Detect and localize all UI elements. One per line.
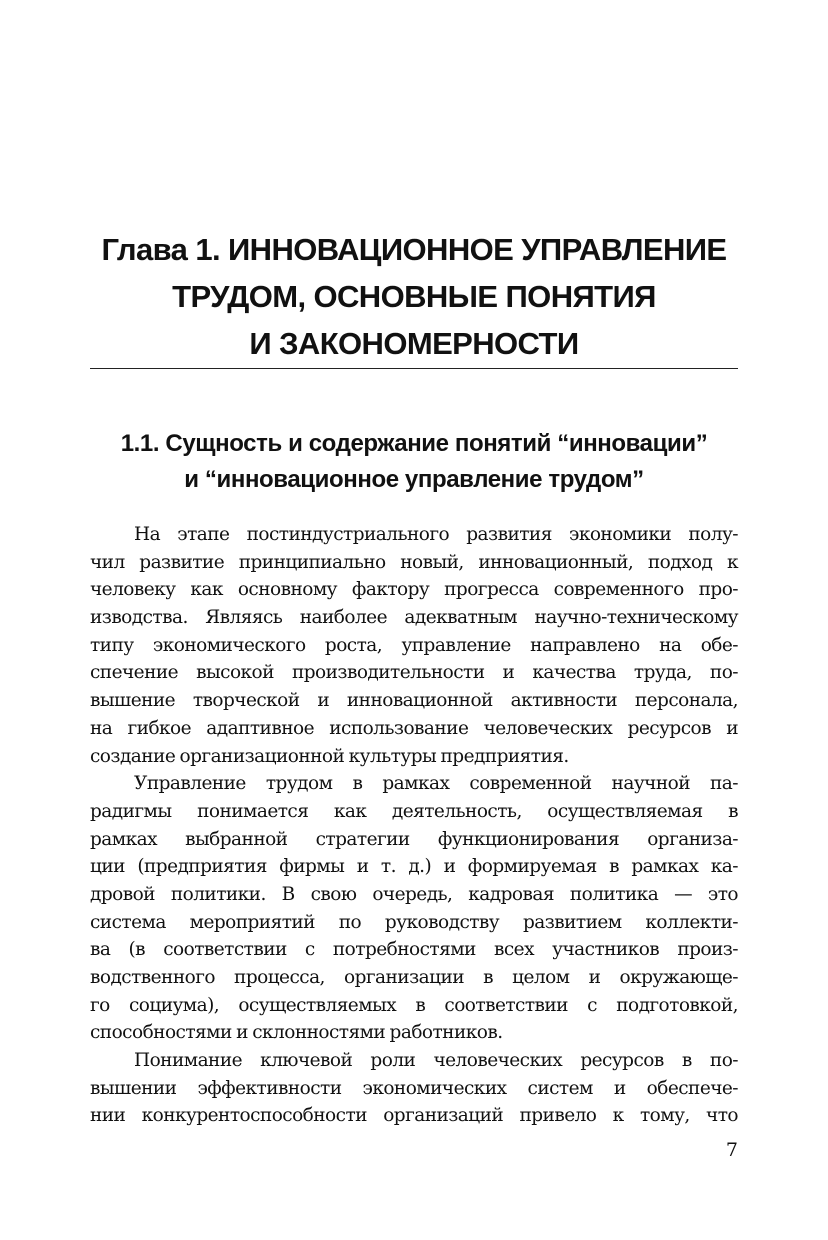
text-line: нии конкурентоспособности организаций привело к тому, что (90, 1105, 738, 1127)
chapter-title-line-1: Глава 1. ИННОВАЦИОННОЕ УПРАВЛЕНИЕ (101, 232, 727, 267)
paragraph-1 (90, 521, 738, 770)
section-title (90, 426, 738, 498)
text-line: вышение творческой и инновационной активности персонала, (90, 690, 738, 712)
paragraph-2 (90, 770, 738, 1047)
text-line: спечение высокой производительности и качества труда, по- (90, 662, 738, 684)
text-line: ции (предприятия фирмы и т. д.) и формируемая в рамках ка- (90, 856, 738, 878)
text-line: человеку как основному фактору прогресса современного про- (90, 579, 738, 601)
text-line: создание организационной культуры предприятия. (90, 745, 569, 767)
chapter-divider (90, 368, 738, 369)
text-line: рамках выбранной стратегии функционирования организа- (90, 828, 738, 850)
text-line: способностями и склонностями работников. (90, 1022, 503, 1044)
text-line: изводства. Являясь наиболее адекватным научно-техническому (90, 607, 738, 629)
section-title-line-2: и “инновационное управление трудом” (184, 466, 644, 493)
chapter-title-line-2: ТРУДОМ, ОСНОВНЫЕ ПОНЯТИЯ (172, 279, 656, 314)
text-line: дровой политики. В свою очередь, кадровая политика — это (90, 883, 738, 905)
text-line: вышении эффективности экономических систем и обеспече- (90, 1077, 738, 1099)
section-title-line-1: 1.1. Сущность и содержание понятий “инновации” (120, 430, 708, 457)
page-number: 7 (725, 1139, 738, 1161)
text-line: на гибкое адаптивное использование человеческих ресурсов и (90, 717, 738, 739)
body-text (90, 521, 738, 1130)
text-line: радигмы понимается как деятельность, осуществляемая в (90, 800, 738, 822)
text-line: система мероприятий по руководству развитием коллекти- (90, 911, 738, 933)
chapter-title-line-3: И ЗАКОНОМЕРНОСТИ (249, 326, 579, 361)
text-line: На этапе постиндустриального развития экономики полу- (134, 524, 738, 545)
text-line: Понимание ключевой роли человеческих ресурсов в по- (134, 1050, 738, 1072)
paragraph-3 (90, 1047, 738, 1130)
chapter-title (90, 226, 738, 367)
text-line: ва (в соответствии с потребностями всех участников произ- (90, 939, 738, 961)
text-line: типу экономического роста, управление направлено на обе- (90, 634, 738, 656)
text-line: чил развитие принципиально новый, инновационный, подход к (90, 551, 738, 573)
text-line: Управление трудом в рамках современной научной па- (134, 773, 738, 795)
text-line: водственного процесса, организации в целом и окружающе- (90, 967, 738, 988)
text-line: го социума), осуществляемых в соответствии с подготовкой, (90, 994, 738, 1016)
